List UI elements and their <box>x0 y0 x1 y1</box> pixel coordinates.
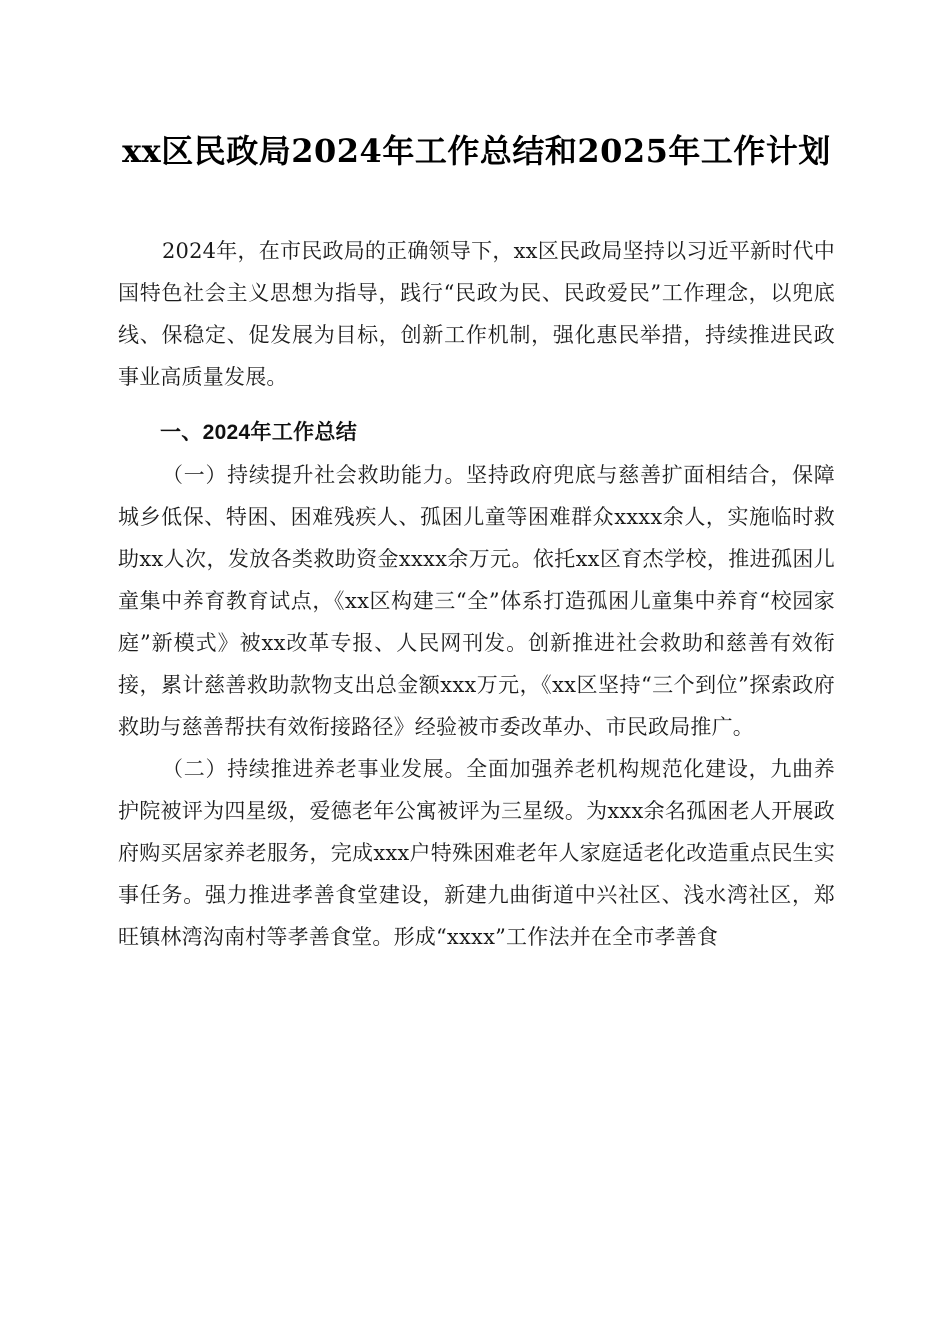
document-body <box>118 0 835 958</box>
document-title: xx区民政局2024年工作总结和2025年工作计划 <box>122 132 831 170</box>
section-heading-2024-summary: 一、2024年工作总结 <box>160 421 358 444</box>
paragraph-item-two-elderly-care: （二）持续推进养老事业发展。全面加强养老机构规范化建设，九曲养护院被评为四星级，爱德老年公寓被评为三星级。为xxx余名孤困老人开展政府购买居家养老服务，完成xxx户特殊困难老年人家庭适老化改造重点民生实事任务。强力推进孝善食堂建设，新建九曲街道中兴社区、浅水湾社区，郑旺镇林湾沟南村等孝善食堂。形成“xxxx”工作法并在全市孝善食 <box>118 757 835 949</box>
paragraph-item-one-social-assistance: （一）持续提升社会救助能力。坚持政府兜底与慈善扩面相结合，保障城乡低保、特困、困难残疾人、孤困儿童等困难群众xxxx余人，实施临时救助xx人次，发放各类救助资金xxxx余万元。依托xx区育杰学校，推进孤困儿童集中养育教育试点，《xx区构建三“全”体系打造孤困儿童集中养育“校园家庭”新模式》被xx改革专报、人民网刊发。创新推进社会救助和慈善有效衔接，累计慈善救助款物支出总金额xxx万元，《xx区坚持“三个到位”探索政府救助与慈善帮扶有效衔接路径》经验被市委改革办、市民政局推广。 <box>118 463 835 739</box>
intro-paragraph: 2024年，在市民政局的正确领导下，xx区民政局坚持以习近平新时代中国特色社会主义思想为指导，践行“民政为民、民政爱民”工作理念，以兜底线、保稳定、促发展为目标，创新工作机制，强化惠民举措，持续推进民政事业高质量发展。 <box>118 239 835 389</box>
